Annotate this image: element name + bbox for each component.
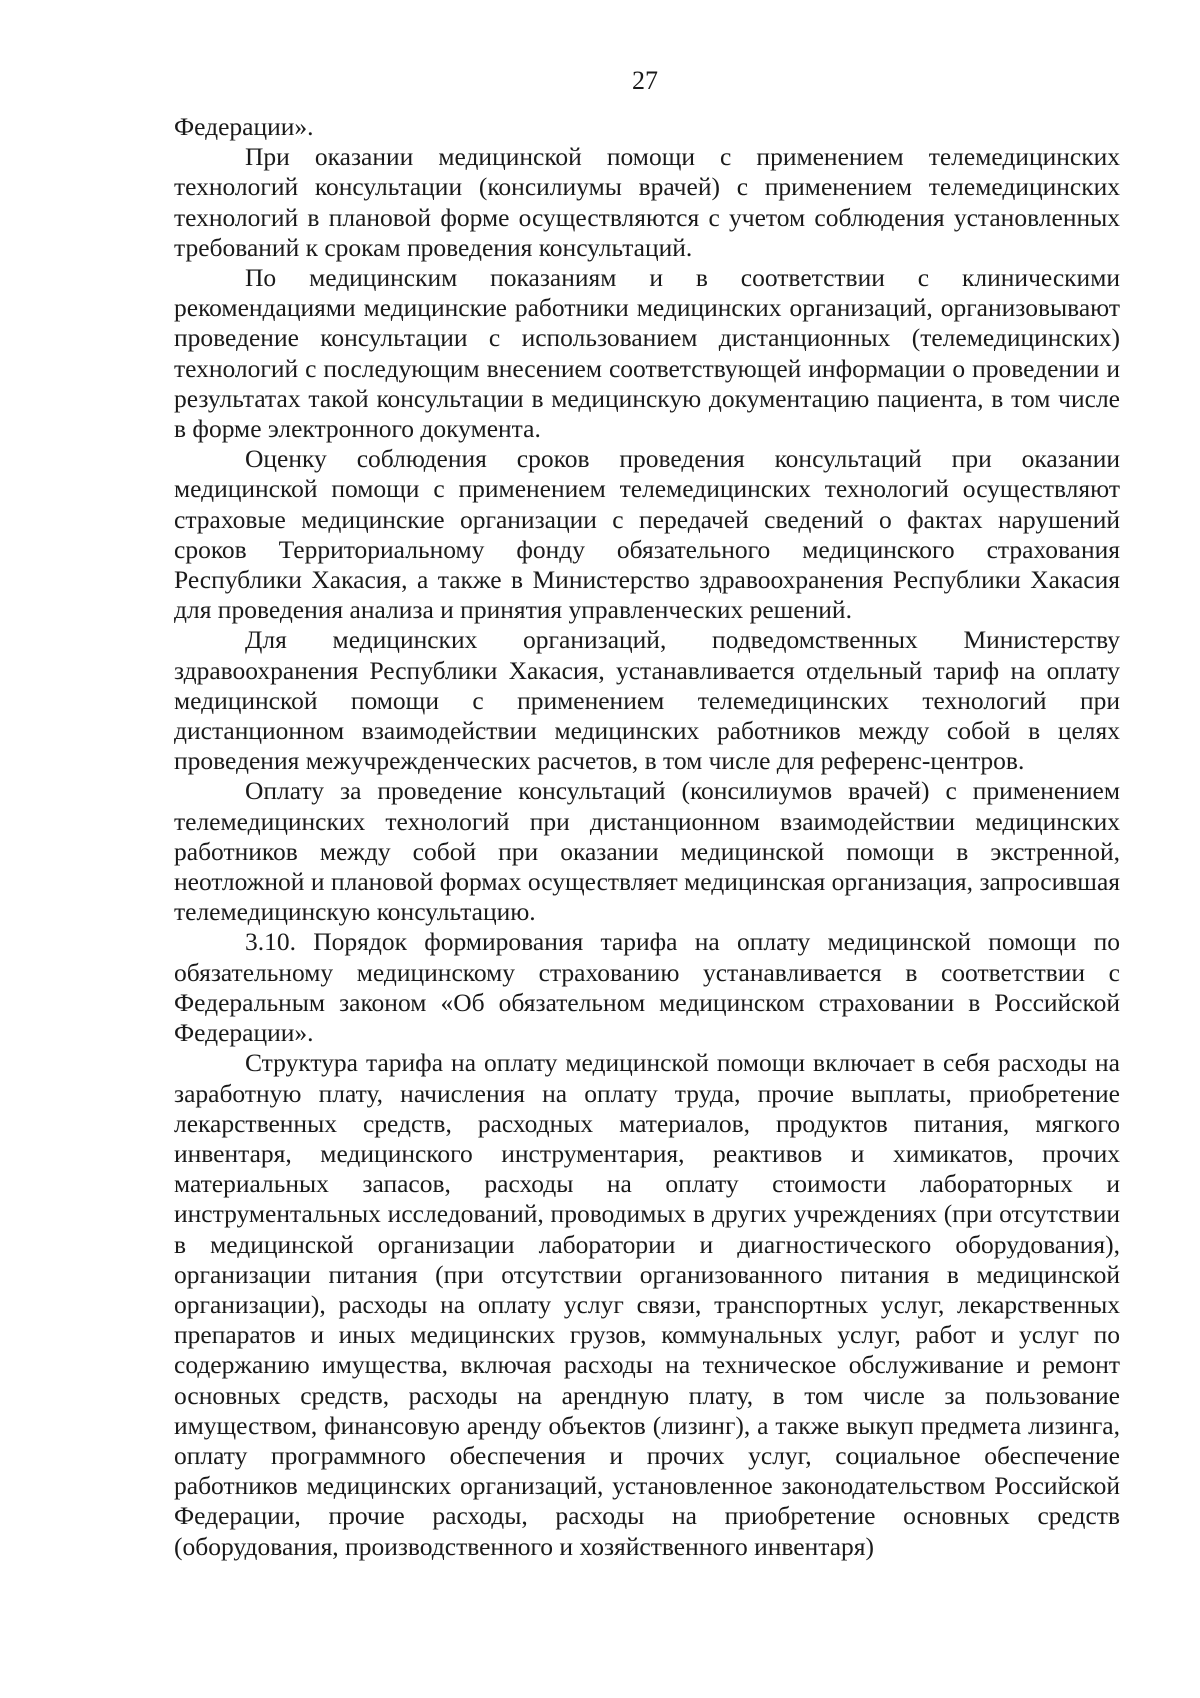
paragraph-consultation-payment: Оплату за проведение консультаций (консилиумов врачей) с применением телемедицинских технологий при дистанционном взаимодействии медицинских работников между собой при оказании медицинской помощи в экстренной, неотложной и плановой формах осуществляет медицинская организация, запросившая телемедицинскую консультацию. <box>174 776 1120 927</box>
paragraph-deadline-assessment: Оценку соблюдения сроков проведения консультаций при оказании медицинской помощи с применением телемедицинских технологий осуществляют страховые медицинские организации с передачей сведений о фактах нарушений сроков Территориальному фонду обязательного медицинского страхования Республики Хакасия, а также в Министерство здравоохранения Республики Хакасия для проведения анализа и принятия управленческих решений. <box>174 444 1120 625</box>
paragraph-section-3-10: 3.10. Порядок формирования тарифа на оплату медицинской помощи по обязательному медицинскому страхованию устанавливается в соответствии с Федеральным законом «Об обязательном медицинском страховании в Российской Федерации». <box>174 927 1120 1048</box>
document-body <box>174 112 1120 1562</box>
paragraph-separate-tariff: Для медицинских организаций, подведомственных Министерству здравоохранения Республики Хакасия, устанавливается отдельный тариф на оплату медицинской помощи с применением телемедицинских технологий при дистанционном взаимодействии медицинских работников между собой в целях проведения межучрежденческих расчетов, в том числе для референс-центров. <box>174 625 1120 776</box>
paragraph-telemedicine-planned: При оказании медицинской помощи с применением телемедицинских технологий консультации (консилиумы врачей) с применением телемедицинских технологий в плановой форме осуществляются с учетом соблюдения установленных требований к срокам проведения консультаций. <box>174 142 1120 262</box>
page-number: 27 <box>632 66 658 95</box>
paragraph-tariff-structure: Структура тарифа на оплату медицинской помощи включает в себя расходы на заработную плату, начисления на оплату труда, прочие выплаты, приобретение лекарственных средств, расходных материалов, продуктов питания, мягкого инвентаря, медицинского инструментария, реактивов и химикатов, прочих материальных запасов, расходы на оплату стоимости лабораторных и инструментальных исследований, проводимых в других учреждениях (при отсутствии в медицинской организации лаборатории и диагностического оборудования), организации питания (при отсутствии организованного питания в медицинской организации), расходы на оплату услуг связи, транспортных услуг, лекарственных препаратов и иных медицинских грузов, коммунальных услуг, работ и услуг по содержанию имущества, включая расходы на техническое обслуживание и ремонт основных средств, расходы на арендную плату, в том числе за пользование имуществом, финансовую аренду объектов (лизинг), а также выкуп предмета лизинга, оплату программного обеспечения и прочих услуг, социальное обеспечение работников медицинских организаций, установленное законодательством Российской Федерации, прочие расходы, расходы на приобретение основных средств (оборудования, производственного и хозяйственного инвентаря) <box>174 1048 1120 1561</box>
paragraph-remote-consultation: По медицинским показаниям и в соответствии с клиническими рекомендациями медицинские работники медицинских организаций, организовывают проведение консультации с использованием дистанционных (телемедицинских) технологий с последующим внесением соответствующей информации о проведении и результатах такой консультации в медицинскую документацию пациента, в том числе в форме электронного документа. <box>174 263 1120 444</box>
paragraph-continuation: Федерации». <box>174 112 314 141</box>
